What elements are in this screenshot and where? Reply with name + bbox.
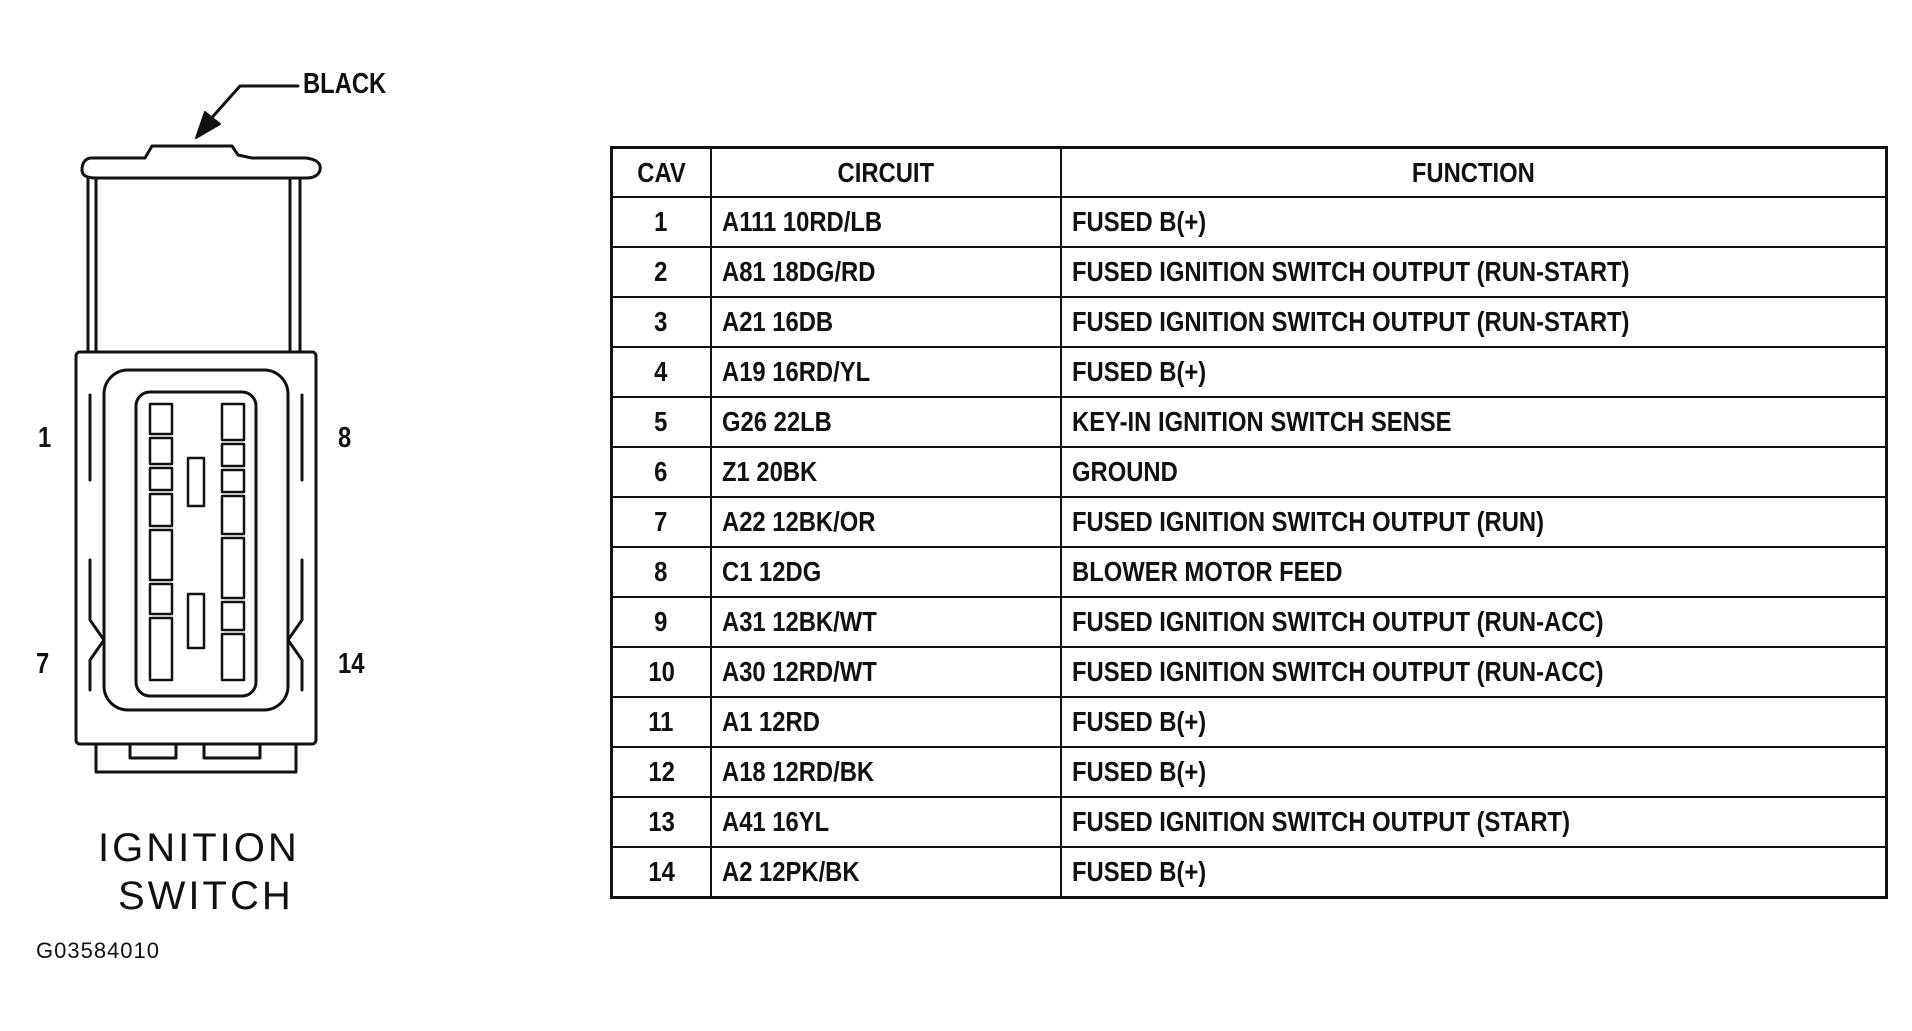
function-cell: KEY-IN IGNITION SWITCH SENSE xyxy=(1061,397,1887,447)
cav-cell: 1 xyxy=(612,197,711,247)
pin-label-8: 8 xyxy=(338,422,352,454)
function-cell: FUSED B(+) xyxy=(1061,747,1887,797)
function-cell: FUSED IGNITION SWITCH OUTPUT (RUN) xyxy=(1061,497,1887,547)
cav-cell: 12 xyxy=(612,747,711,797)
table-row xyxy=(612,847,1887,898)
function-cell: FUSED IGNITION SWITCH OUTPUT (RUN-START) xyxy=(1061,297,1887,347)
cav-cell: 8 xyxy=(612,547,711,597)
connector-title-line2: SWITCH xyxy=(118,874,294,918)
table-row xyxy=(612,597,1887,647)
connector-color-callout: BLACK xyxy=(303,68,387,100)
cav-cell: 3 xyxy=(612,297,711,347)
circuit-cell: A1 12RD xyxy=(711,697,1061,747)
table-row xyxy=(612,647,1887,697)
circuit-cell: Z1 20BK xyxy=(711,447,1061,497)
function-cell: FUSED IGNITION SWITCH OUTPUT (RUN-ACC) xyxy=(1061,597,1887,647)
circuit-cell: A2 12PK/BK xyxy=(711,847,1061,898)
header-cav: CAV xyxy=(612,148,711,198)
table-row xyxy=(612,297,1887,347)
circuit-cell: A18 12RD/BK xyxy=(711,747,1061,797)
cav-cell: 10 xyxy=(612,647,711,697)
function-cell: FUSED B(+) xyxy=(1061,347,1887,397)
cav-cell: 7 xyxy=(612,497,711,547)
callout-arrow xyxy=(196,86,298,138)
cav-cell: 11 xyxy=(612,697,711,747)
table-header-row xyxy=(612,148,1887,198)
table-row xyxy=(612,747,1887,797)
circuit-cell: A111 10RD/LB xyxy=(711,197,1061,247)
function-cell: BLOWER MOTOR FEED xyxy=(1061,547,1887,597)
table-row xyxy=(612,447,1887,497)
connector-top-cap xyxy=(82,146,320,178)
function-cell: FUSED B(+) xyxy=(1061,197,1887,247)
table-row xyxy=(612,697,1887,747)
right-terminals xyxy=(222,404,244,680)
connector-title-line1: IGNITION xyxy=(98,826,300,870)
cav-cell: 6 xyxy=(612,447,711,497)
center-keys xyxy=(188,458,204,648)
function-cell: FUSED IGNITION SWITCH OUTPUT (START) xyxy=(1061,797,1887,847)
table-row xyxy=(612,497,1887,547)
circuit-cell: G26 22LB xyxy=(711,397,1061,447)
function-cell: FUSED B(+) xyxy=(1061,697,1887,747)
circuit-cell: A41 16YL xyxy=(711,797,1061,847)
left-terminals xyxy=(150,404,172,680)
cav-cell: 13 xyxy=(612,797,711,847)
table-row xyxy=(612,247,1887,297)
function-cell: FUSED IGNITION SWITCH OUTPUT (RUN-ACC) xyxy=(1061,647,1887,697)
table-row xyxy=(612,397,1887,447)
function-cell: FUSED IGNITION SWITCH OUTPUT (RUN-START) xyxy=(1061,247,1887,297)
table-row xyxy=(612,197,1887,247)
header-circuit: CIRCUIT xyxy=(711,148,1061,198)
circuit-cell: C1 12DG xyxy=(711,547,1061,597)
pin-label-1: 1 xyxy=(38,422,52,454)
function-cell: FUSED B(+) xyxy=(1061,847,1887,898)
circuit-cell: A21 16DB xyxy=(711,297,1061,347)
cav-cell: 2 xyxy=(612,247,711,297)
pinout-table xyxy=(610,146,1888,899)
table-row xyxy=(612,347,1887,397)
cav-cell: 9 xyxy=(612,597,711,647)
header-function: FUNCTION xyxy=(1061,148,1887,198)
table-row xyxy=(612,547,1887,597)
circuit-cell: A31 12BK/WT xyxy=(711,597,1061,647)
cav-cell: 14 xyxy=(612,847,711,898)
circuit-cell: A30 12RD/WT xyxy=(711,647,1061,697)
cav-cell: 5 xyxy=(612,397,711,447)
circuit-cell: A22 12BK/OR xyxy=(711,497,1061,547)
circuit-cell: A19 16RD/YL xyxy=(711,347,1061,397)
function-cell: GROUND xyxy=(1061,447,1887,497)
pin-label-14: 14 xyxy=(338,648,365,680)
table-row xyxy=(612,797,1887,847)
circuit-cell: A81 18DG/RD xyxy=(711,247,1061,297)
figure-id: G03584010 xyxy=(36,938,160,963)
cavity-frame xyxy=(104,370,288,710)
pin-label-7: 7 xyxy=(36,648,50,680)
cav-cell: 4 xyxy=(612,347,711,397)
connector-neck xyxy=(88,178,300,352)
